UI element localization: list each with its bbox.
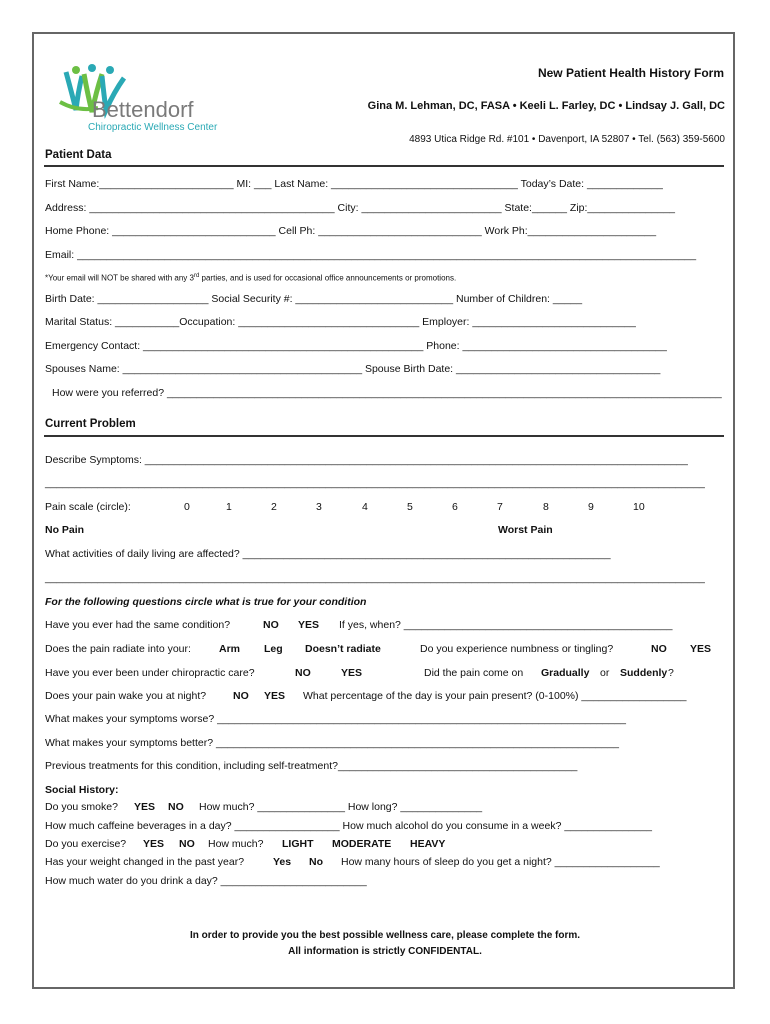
symptoms-blank-row[interactable]: _________________________________________________________________________________________________________________ [45,477,705,489]
smoke-no[interactable]: NO [168,801,184,813]
wake-no[interactable]: NO [233,690,249,702]
clinic-logo [58,62,223,140]
clinic-address: 4893 Utica Ridge Rd. #101 • Davenport, IA 52807 • Tel. (563) 359-5600 [409,134,725,145]
worst-pain-label: Worst Pain [498,524,553,536]
form-title: New Patient Health History Form [537,66,724,80]
pain-value-9[interactable]: 9 [588,501,594,513]
previous-treatment-row[interactable]: Previous treatments for this condition, including self-treatment?_________________________________________ [45,760,578,772]
onset-question: Did the pain come on [424,667,524,679]
no-pain-label: No Pain [45,524,85,536]
radiate-arm[interactable]: Arm [219,643,241,655]
same-condition-when[interactable]: If yes, when? ______________________________________________ [339,619,673,631]
spouse-row[interactable]: Spouses Name: _________________________________________ Spouse Birth Date: ___________________________________ [45,363,661,375]
logo-subtitle: Chiropractic Wellness Center [88,122,218,133]
chiro-no[interactable]: NO [295,667,311,679]
weight-yes[interactable]: Yes [273,856,292,868]
smoke-question: Do you smoke? [45,801,118,813]
name-row[interactable]: First Name:_______________________ MI: ___ Last Name: ________________________________ Today’s Date: _____________ [45,178,663,190]
current-problem-heading: Current Problem [45,418,136,430]
onset-gradually[interactable]: Gradually [541,667,590,679]
pain-value-1[interactable]: 1 [226,501,232,513]
water-row[interactable]: How much water do you drink a day? _________________________ [45,875,367,887]
better-row[interactable]: What makes your symptoms better? _____________________________________________________________________ [45,737,619,749]
pain-value-10[interactable]: 10 [633,501,645,513]
exercise-heavy[interactable]: HEAVY [410,838,446,850]
same-condition-question: Have you ever had the same condition? [45,619,231,631]
wake-question: Does your pain wake you at night? [45,690,207,702]
section-divider [44,435,724,437]
chiro-question: Have you ever been under chiropractic care? [45,667,255,679]
activities-row[interactable]: What activities of daily living are affected? _______________________________________________________________ [45,548,611,560]
onset-qmark: ? [668,667,674,679]
numbness-no[interactable]: NO [651,643,667,655]
doctors-line: Gina M. Lehman, DC, FASA • Keeli L. Farley, DC • Lindsay J. Gall, DC [367,100,725,112]
smoke-amount-row[interactable]: How much? _______________ How long? ______________ [199,801,483,813]
numbness-yes[interactable]: YES [690,643,712,655]
activities-blank-row[interactable]: _________________________________________________________________________________________________________________ [45,572,705,584]
weight-no[interactable]: No [309,856,323,868]
radiate-question: Does the pain radiate into your: [45,643,191,655]
exercise-yes[interactable]: YES [143,838,165,850]
onset-suddenly[interactable]: Suddenly [620,667,668,679]
symptoms-row[interactable]: Describe Symptoms: _____________________________________________________________________________________________ [45,454,688,466]
patient-data-heading: Patient Data [45,149,112,161]
radiate-none[interactable]: Doesn’t radiate [305,643,381,655]
same-condition-yes[interactable]: YES [298,619,320,631]
email-note: *Your email will NOT be shared with any 3rd parties, and is used for occasional office announcements or promotions. [45,273,457,283]
same-condition-no[interactable]: NO [263,619,279,631]
pain-value-4[interactable]: 4 [362,501,368,513]
smoke-yes[interactable]: YES [134,801,156,813]
pain-value-2[interactable]: 2 [271,501,277,513]
exercise-amount-label: How much? [208,838,264,850]
weight-question: Has your weight changed in the past year? [45,856,245,868]
footer-note: In order to provide you the best possible wellness care, please complete the form. [189,930,581,941]
social-history-heading: Social History: [45,784,119,796]
caffeine-row[interactable]: How much caffeine beverages in a day? __________________ How much alcohol do you consume in a week? _______________ [45,820,652,832]
footer-confidential: All information is strictly CONFIDENTAL. [288,946,482,957]
chiro-yes[interactable]: YES [341,667,363,679]
pain-value-5[interactable]: 5 [407,501,413,513]
section-divider [44,165,724,167]
emergency-row[interactable]: Emergency Contact: ________________________________________________ Phone: ___________________________________ [45,340,667,352]
referral-row[interactable]: How were you referred? _______________________________________________________________________________________________ [52,387,722,399]
sleep-row[interactable]: How many hours of sleep do you get a night? __________________ [341,856,660,868]
pain-scale-label: Pain scale (circle): [45,501,131,513]
birth-row[interactable]: Birth Date: ___________________ Social Security #: ___________________________ Number of Children: _____ [45,293,583,305]
exercise-question: Do you exercise? [45,838,127,850]
logo-name: Bettendorf [92,97,194,122]
worse-row[interactable]: What makes your symptoms worse? ______________________________________________________________________ [45,713,626,725]
pain-value-7[interactable]: 7 [497,501,503,513]
email-row[interactable]: Email: __________________________________________________________________________________________________________ [45,249,697,261]
exercise-moderate[interactable]: MODERATE [332,838,392,850]
exercise-no[interactable]: NO [179,838,195,850]
pain-value-6[interactable]: 6 [452,501,458,513]
radiate-leg[interactable]: Leg [264,643,283,655]
phone-row[interactable]: Home Phone: ____________________________ Cell Ph: ____________________________ Work Ph:______________________ [45,225,657,237]
percent-question[interactable]: What percentage of the day is your pain present? (0-100%) __________________ [303,690,687,702]
circle-instructions: For the following questions circle what is true for your condition [45,596,367,608]
address-row[interactable]: Address: __________________________________________ City: ________________________ State:______ Zip:_______________ [45,202,676,214]
onset-or: or [600,667,610,679]
wake-yes[interactable]: YES [264,690,286,702]
pain-value-3[interactable]: 3 [316,501,322,513]
pain-value-8[interactable]: 8 [543,501,549,513]
exercise-light[interactable]: LIGHT [282,838,314,850]
marital-row[interactable]: Marital Status: ___________Occupation: _______________________________ Employer: ____________________________ [45,316,636,328]
numbness-question: Do you experience numbness or tingling? [420,643,614,655]
pain-value-0[interactable]: 0 [184,501,190,513]
